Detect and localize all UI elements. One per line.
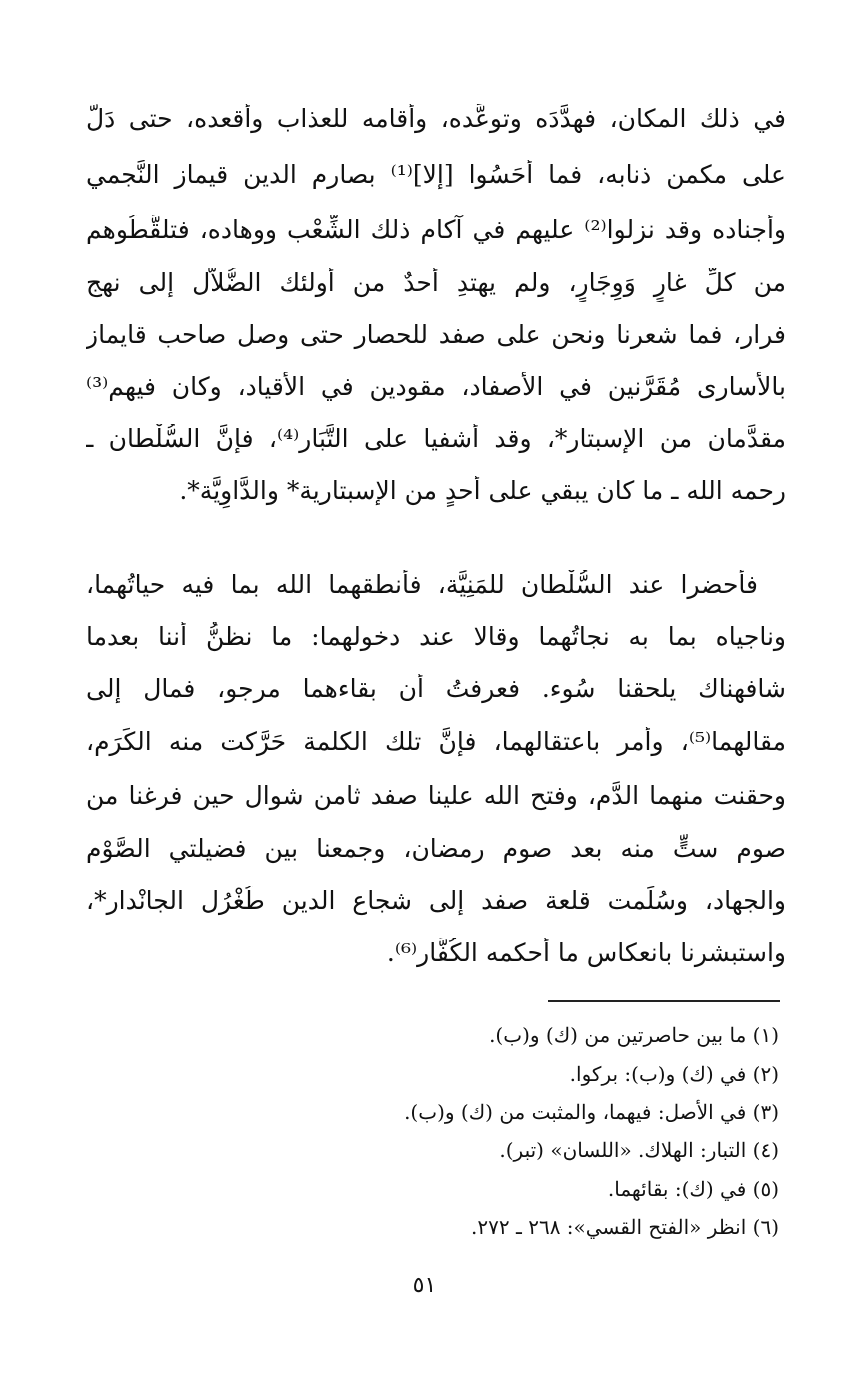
footnote-2: (٢) في (ك) و(ب): بركوا. — [569, 1062, 779, 1086]
paragraph-1-line-1: في ذلك المكان، فهدَّدَه وتوعَّده، وأقامه للعذاب وأقعده، حتى دَلَّ — [86, 104, 786, 133]
paragraph-1-line-7: مقدَّمان من الإسبتار*، وقد أشفيا على التَّبَار⁽⁴⁾، فإنَّ السُّلْطان ـ — [86, 424, 786, 453]
footnote-3: (٣) في الأصل: فيهما، والمثبت من (ك) و(ب). — [404, 1100, 779, 1124]
paragraph-2-line-4: مقالهما⁽⁵⁾، وأمر باعتقالهما، فإنَّ تلك الكلمة حَرَّكت منه الكَرَم، — [86, 727, 786, 756]
paragraph-1-line-3: وأجناده وقد نزلوا⁽²⁾ عليهم في آكام ذلك الشِّعْب ووهاده، فتلقَّطُوهم — [86, 215, 786, 244]
paragraph-2-line-7: والجهاد، وسُلِّمت قلعة صفد إلى شجاع الدين طُغْرُل الجانْدار*، — [86, 886, 786, 915]
paragraph-2-line-2: وناجياه بما به نجاتُهما وقالا عند دخولهما: ما نظنُّ أننا بعدما — [86, 622, 786, 651]
paragraph-2-line-6: صوم ستٍّ منه بعد صوم رمضان، وجمعنا بين فضيلتي الصَّوْم — [86, 834, 786, 863]
footnote-5: (٥) في (ك): بقائهما. — [607, 1177, 779, 1201]
paragraph-2-line-8: واستبشرنا بانعكاس ما أحكمه الكُفَّار⁽⁶⁾. — [386, 938, 786, 967]
footnote-separator — [548, 1000, 780, 1002]
footnote-6: (٦) انظر «الفتح القسي»: ٢٦٨ ـ ٢٧٢. — [471, 1215, 779, 1239]
paragraph-1-line-6: بالأسارى مُقَرَّنين في الأصفاد، مقودين في الأقياد، وكان فيهم⁽³⁾ — [86, 372, 786, 401]
footnote-1: (١) ما بين حاصرتين من (ك) و(ب). — [489, 1023, 779, 1047]
page-number: ٥١ — [412, 1273, 437, 1298]
paragraph-2-line-1: فأُحضرا عند السُّلْطان للمَنِيَّة، فأنطقهما الله بما فيه حياتُهما، — [86, 570, 758, 599]
paragraph-1-line-8: رحمه الله ـ ما كان يبقي على أحدٍ من الإسبتارية* والدَّاوِيَّة*. — [179, 476, 786, 505]
paragraph-1-line-4: من كلِّ غارٍ وَوِجَارٍ، ولم يهتدِ أحدٌ من أولئك الضُّلاَّل إلى نهج — [86, 268, 786, 297]
footnote-4: (٤) التبار: الهلاك. «اللسان» (تبر). — [499, 1138, 779, 1162]
paragraph-2-line-3: شافهناك يلحقنا سُوء. فعرفتُ أن بقاءهما مرجو، فمال إلى — [86, 674, 786, 703]
paragraph-1-line-2: على مكمن ذنابه، فما أَحَسُوا [إلا]⁽¹⁾ بصارم الدين قيماز النَّجمي — [86, 160, 786, 189]
paragraph-2-line-5: وحقنت منهما الدَّم، وفتح الله علينا صفد ثامن شوال حين فرغنا من — [86, 781, 786, 810]
paragraph-1-line-5: فرار، فما شعرنا ونحن على صفد للحصار حتى وصل صاحب قايماز — [86, 320, 786, 349]
